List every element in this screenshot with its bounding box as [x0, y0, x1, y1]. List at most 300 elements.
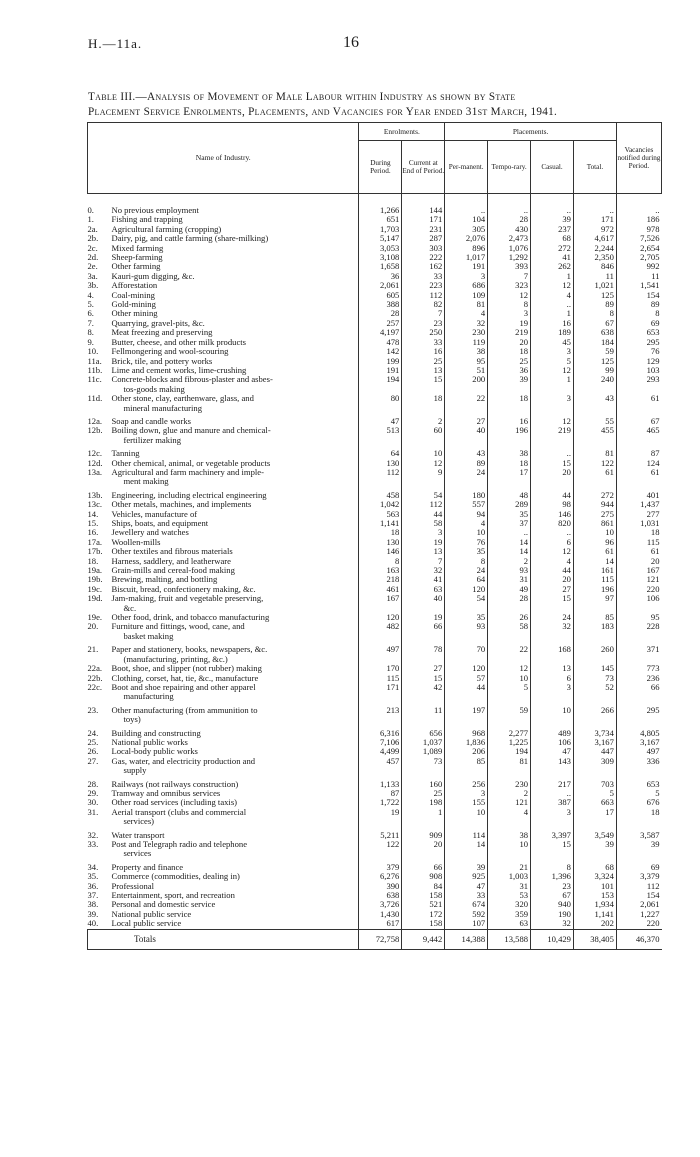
- value-permanent: 14: [445, 840, 488, 859]
- value-during-period: 461: [359, 585, 402, 594]
- value-total: 122: [573, 459, 616, 468]
- value-casual: 219: [531, 426, 574, 445]
- value-total: 125: [573, 291, 616, 300]
- table-row: [88, 253, 662, 262]
- value-during-period: 390: [359, 882, 402, 891]
- value-vacancies: 220: [616, 919, 661, 929]
- value-temporary: 19: [488, 319, 531, 328]
- value-total: 4,617: [573, 234, 616, 243]
- value-vacancies: 3,587: [616, 827, 661, 840]
- value-total: 447: [573, 747, 616, 756]
- industry-code: 36.: [87, 880, 99, 891]
- value-total: 8: [573, 309, 616, 318]
- industry-name: Other mining: [111, 308, 158, 319]
- value-total: 944: [573, 500, 616, 509]
- value-current-end: 7: [402, 309, 445, 318]
- value-total: 171: [573, 215, 616, 224]
- value-current-end: 158: [402, 891, 445, 900]
- value-permanent: 3: [445, 272, 488, 281]
- value-casual: 44: [531, 566, 574, 575]
- industry-name: Building and constructing: [111, 727, 201, 738]
- value-current-end: 27: [402, 664, 445, 673]
- value-permanent: 40: [445, 426, 488, 445]
- industry-name: Paper and stationery, books, newspapers, &c.: [111, 644, 268, 655]
- value-casual: 217: [531, 776, 574, 789]
- industry-name: Other textiles and fibrous materials: [111, 546, 233, 557]
- value-current-end: 10: [402, 445, 445, 458]
- value-total: 3,324: [573, 872, 616, 881]
- value-temporary: 121: [488, 798, 531, 807]
- industry-code: 2e.: [87, 261, 98, 272]
- value-vacancies: 154: [616, 891, 661, 900]
- value-during-period: 1,266: [359, 194, 402, 216]
- value-total: 455: [573, 426, 616, 445]
- value-permanent: 44: [445, 683, 488, 702]
- table-header: [88, 123, 662, 194]
- value-casual: 20: [531, 468, 574, 487]
- value-permanent: 33: [445, 891, 488, 900]
- industry-name-cell: [88, 375, 359, 394]
- column-header-during-period: During Period.: [359, 141, 402, 194]
- value-current-end: 66: [402, 622, 445, 641]
- industry-name: Professional: [111, 880, 154, 891]
- value-temporary: 35: [488, 510, 531, 519]
- value-total: 2,350: [573, 253, 616, 262]
- value-temporary: 10: [488, 674, 531, 683]
- total-permanent: 14,388: [445, 929, 488, 949]
- value-permanent: 119: [445, 338, 488, 347]
- column-group-placements: Placements.: [445, 123, 617, 141]
- value-vacancies: 228: [616, 622, 661, 641]
- value-casual: 12: [531, 547, 574, 556]
- industry-name-continuation: basket making: [123, 630, 174, 641]
- value-casual: 27: [531, 585, 574, 594]
- column-header-casual: Casual.: [531, 141, 574, 194]
- industry-name: Boot and shoe repairing and other apparel: [111, 681, 256, 692]
- value-vacancies: 106: [616, 594, 661, 613]
- industry-name-cell: [88, 641, 359, 664]
- totals-row: [88, 929, 662, 949]
- value-total: 99: [573, 366, 616, 375]
- industry-name: Water transport: [111, 829, 165, 840]
- value-temporary: 28: [488, 594, 531, 613]
- value-vacancies: 61: [616, 547, 661, 556]
- industry-name: Lime and cement works, lime-crushing: [111, 364, 247, 375]
- value-vacancies: 115: [616, 538, 661, 547]
- value-casual: 190: [531, 910, 574, 919]
- value-vacancies: 121: [616, 575, 661, 584]
- column-group-enrolments: Enrolments.: [359, 123, 445, 141]
- table-row: [88, 244, 662, 253]
- table-row: [88, 683, 662, 702]
- industry-name: Tanning: [111, 448, 140, 459]
- industry-name: National public works: [111, 736, 188, 747]
- value-vacancies: 295: [616, 338, 661, 347]
- value-current-end: 1,089: [402, 747, 445, 756]
- industry-code: 0.: [87, 205, 94, 215]
- value-during-period: 482: [359, 622, 402, 641]
- value-casual: 12: [531, 366, 574, 375]
- column-header-current-end: Current at End of Period.: [402, 141, 445, 194]
- industry-name-cell: [88, 859, 359, 872]
- industry-name-cell: [88, 757, 359, 776]
- value-during-period: 478: [359, 338, 402, 347]
- value-total: 11: [573, 272, 616, 281]
- value-temporary: 2: [488, 789, 531, 798]
- value-total: 85: [573, 613, 616, 622]
- value-during-period: 257: [359, 319, 402, 328]
- value-during-period: 5,211: [359, 827, 402, 840]
- value-casual: 10: [531, 702, 574, 725]
- value-casual: 168: [531, 641, 574, 664]
- industry-code: 11c.: [87, 374, 102, 385]
- value-vacancies: 978: [616, 225, 661, 234]
- value-casual: 489: [531, 725, 574, 738]
- value-temporary: 58: [488, 622, 531, 641]
- totals-label: Totals: [88, 929, 359, 949]
- industry-code: 13c.: [87, 499, 103, 510]
- table-row: [88, 300, 662, 309]
- value-temporary: 12: [488, 291, 531, 300]
- industry-name-cell: [88, 445, 359, 458]
- industry-name-cell: [88, 808, 359, 827]
- value-casual: 3,397: [531, 827, 574, 840]
- value-during-period: 142: [359, 347, 402, 356]
- value-current-end: 15: [402, 375, 445, 394]
- value-vacancies: 8: [616, 309, 661, 318]
- value-casual: 32: [531, 622, 574, 641]
- value-vacancies: 39: [616, 840, 661, 859]
- value-current-end: 42: [402, 683, 445, 702]
- value-permanent: 674: [445, 900, 488, 909]
- industry-name: Property and finance: [111, 861, 184, 872]
- value-temporary: 230: [488, 776, 531, 789]
- value-temporary: 219: [488, 328, 531, 337]
- industry-code: 12c.: [87, 448, 103, 459]
- table-row: [88, 445, 662, 458]
- value-during-period: 36: [359, 272, 402, 281]
- table-row: [88, 808, 662, 827]
- value-total: 184: [573, 338, 616, 347]
- value-current-end: 15: [402, 674, 445, 683]
- value-vacancies: 87: [616, 445, 661, 458]
- value-vacancies: 129: [616, 357, 661, 366]
- industry-name: Ships, boats, and equipment: [111, 518, 209, 528]
- industry-name: Local public service: [111, 918, 182, 929]
- value-current-end: 13: [402, 366, 445, 375]
- value-permanent: 89: [445, 459, 488, 468]
- value-total: 183: [573, 622, 616, 641]
- value-total: 97: [573, 594, 616, 613]
- value-vacancies: 653: [616, 328, 661, 337]
- value-current-end: 41: [402, 575, 445, 584]
- industry-code: 37.: [87, 890, 99, 901]
- value-current-end: 40: [402, 594, 445, 613]
- value-permanent: 120: [445, 585, 488, 594]
- value-current-end: 909: [402, 827, 445, 840]
- value-during-period: 3,108: [359, 253, 402, 262]
- value-total: 61: [573, 547, 616, 556]
- industry-name: Brewing, malting, and bottling: [111, 574, 218, 585]
- industry-code: 13b.: [87, 489, 103, 500]
- value-during-period: 1,141: [359, 519, 402, 528]
- value-casual: 20: [531, 575, 574, 584]
- industry-name: Other stone, clay, earthenware, glass, and: [111, 393, 254, 404]
- value-vacancies: 277: [616, 510, 661, 519]
- value-total: 703: [573, 776, 616, 789]
- value-during-period: 3,726: [359, 900, 402, 909]
- industry-name: Fishing and trapping: [111, 214, 183, 225]
- value-permanent: 95: [445, 357, 488, 366]
- value-total: 275: [573, 510, 616, 519]
- value-permanent: 104: [445, 215, 488, 224]
- value-casual: 13: [531, 664, 574, 673]
- industry-code: 30.: [87, 797, 99, 808]
- value-permanent: 27: [445, 413, 488, 426]
- value-permanent: 39: [445, 859, 488, 872]
- industry-name: Meat freezing and preserving: [111, 327, 213, 338]
- value-current-end: 19: [402, 613, 445, 622]
- value-during-period: 64: [359, 445, 402, 458]
- value-during-period: 28: [359, 309, 402, 318]
- value-vacancies: 465: [616, 426, 661, 445]
- value-current-end: 222: [402, 253, 445, 262]
- value-temporary: 10: [488, 840, 531, 859]
- value-temporary: 393: [488, 262, 531, 271]
- value-permanent: 114: [445, 827, 488, 840]
- value-current-end: 3: [402, 528, 445, 537]
- value-temporary: 1,003: [488, 872, 531, 881]
- value-during-period: 457: [359, 757, 402, 776]
- value-permanent: 8: [445, 557, 488, 566]
- value-total: 1,934: [573, 900, 616, 909]
- industry-code: 29.: [87, 787, 99, 798]
- industry-code: 40.: [87, 918, 99, 929]
- industry-name-continuation: (manufacturing, printing, &c.): [123, 653, 228, 664]
- value-current-end: 19: [402, 538, 445, 547]
- industry-name: Engineering, including electrical engineering: [111, 489, 267, 500]
- value-temporary: 1,292: [488, 253, 531, 262]
- industry-code: 27.: [87, 755, 99, 766]
- value-during-period: 19: [359, 808, 402, 827]
- value-casual: 820: [531, 519, 574, 528]
- industry-movement-table: [87, 122, 662, 950]
- value-current-end: 32: [402, 566, 445, 575]
- value-current-end: 162: [402, 262, 445, 271]
- industry-name: Post and Telegraph radio and telephone: [111, 839, 248, 849]
- industry-name: Other manufacturing (from ammunition to: [111, 704, 258, 715]
- value-temporary: 21: [488, 859, 531, 872]
- value-permanent: 925: [445, 872, 488, 881]
- industry-name: No previous employment: [111, 205, 199, 215]
- industry-name-cell: [88, 702, 359, 725]
- industry-name: Tramway and omnibus services: [111, 787, 221, 798]
- industry-name-cell: [88, 683, 359, 702]
- value-permanent: 51: [445, 366, 488, 375]
- value-permanent: 32: [445, 319, 488, 328]
- value-casual: 32: [531, 919, 574, 929]
- value-temporary: 12: [488, 664, 531, 673]
- value-during-period: 563: [359, 510, 402, 519]
- value-vacancies: 61: [616, 394, 661, 413]
- value-temporary: 49: [488, 585, 531, 594]
- value-vacancies: 186: [616, 215, 661, 224]
- value-during-period: 1,133: [359, 776, 402, 789]
- total-current-end: 9,442: [402, 929, 445, 949]
- industry-name: Clothing, corset, hat, tie, &c., manufacture: [111, 672, 259, 683]
- value-during-period: 5,147: [359, 234, 402, 243]
- industry-name-cell: [88, 194, 359, 216]
- value-total: 272: [573, 487, 616, 500]
- industry-code: 9.: [87, 336, 94, 347]
- value-during-period: 18: [359, 528, 402, 537]
- value-casual: 39: [531, 215, 574, 224]
- value-total: 153: [573, 891, 616, 900]
- industry-code: 4.: [87, 289, 94, 300]
- industry-name-cell: [88, 725, 359, 738]
- value-temporary: 3: [488, 309, 531, 318]
- industry-name-cell: [88, 840, 359, 859]
- value-casual: 12: [531, 281, 574, 290]
- value-vacancies: 167: [616, 566, 661, 575]
- industry-name: Butter, cheese, and other milk products: [111, 336, 246, 347]
- industry-name: Biscuit, bread, confectionery making, &c.: [111, 583, 256, 594]
- table-row: [88, 827, 662, 840]
- industry-name: Jam-making, fruit and vegetable preserving,: [111, 593, 264, 604]
- industry-name: Other food, drink, and tobacco manufacturing: [111, 612, 270, 623]
- value-permanent: 57: [445, 674, 488, 683]
- industry-code: 39.: [87, 908, 99, 919]
- industry-code: 25.: [87, 736, 99, 747]
- table-row: [88, 426, 662, 445]
- table-row: [88, 702, 662, 725]
- value-temporary: 2,473: [488, 234, 531, 243]
- value-permanent: 180: [445, 487, 488, 500]
- value-casual: 3: [531, 347, 574, 356]
- value-total: 196: [573, 585, 616, 594]
- value-total: 240: [573, 375, 616, 394]
- value-permanent: ..: [445, 194, 488, 216]
- value-during-period: 167: [359, 594, 402, 613]
- industry-name: Sheep-farming: [111, 252, 163, 263]
- industry-code: 1.: [87, 214, 94, 225]
- value-current-end: 25: [402, 357, 445, 366]
- value-casual: ..: [531, 194, 574, 216]
- industry-code: 2a.: [87, 223, 98, 234]
- value-during-period: 47: [359, 413, 402, 426]
- value-casual: 262: [531, 262, 574, 271]
- value-current-end: 66: [402, 859, 445, 872]
- industry-name: Local-body public works: [111, 746, 198, 757]
- value-vacancies: 1,437: [616, 500, 661, 509]
- industry-name-cell: [88, 776, 359, 789]
- value-casual: 16: [531, 319, 574, 328]
- value-permanent: 155: [445, 798, 488, 807]
- industry-code: 23.: [87, 704, 99, 715]
- value-temporary: 81: [488, 757, 531, 776]
- value-total: 17: [573, 808, 616, 827]
- value-casual: 4: [531, 557, 574, 566]
- industry-name-continuation: tos-goods making: [123, 383, 185, 394]
- industry-name: Dairy, pig, and cattle farming (share-milking): [111, 233, 269, 244]
- industry-code: 2b.: [87, 233, 99, 244]
- value-temporary: 31: [488, 882, 531, 891]
- value-vacancies: 95: [616, 613, 661, 622]
- value-permanent: 592: [445, 910, 488, 919]
- industry-name: Commerce (commodities, dealing in): [111, 871, 240, 882]
- value-during-period: 112: [359, 468, 402, 487]
- value-permanent: 557: [445, 500, 488, 509]
- value-temporary: 323: [488, 281, 531, 290]
- value-vacancies: 4,805: [616, 725, 661, 738]
- value-temporary: 53: [488, 891, 531, 900]
- value-permanent: 81: [445, 300, 488, 309]
- value-current-end: 78: [402, 641, 445, 664]
- value-vacancies: 20: [616, 557, 661, 566]
- value-permanent: 120: [445, 664, 488, 673]
- value-vacancies: 3,379: [616, 872, 661, 881]
- value-permanent: 230: [445, 328, 488, 337]
- industry-code: 31.: [87, 806, 99, 817]
- value-temporary: 37: [488, 519, 531, 528]
- industry-code: 19c.: [87, 583, 103, 594]
- value-temporary: 8: [488, 300, 531, 309]
- value-vacancies: 676: [616, 798, 661, 807]
- value-casual: ..: [531, 300, 574, 309]
- value-temporary: 59: [488, 702, 531, 725]
- value-casual: 68: [531, 234, 574, 243]
- value-permanent: 10: [445, 528, 488, 537]
- industry-name: Jewellery and watches: [111, 527, 189, 538]
- value-vacancies: 69: [616, 319, 661, 328]
- industry-name: Gold-mining: [111, 299, 156, 310]
- value-permanent: 4: [445, 519, 488, 528]
- value-during-period: 6,316: [359, 725, 402, 738]
- value-permanent: 3: [445, 789, 488, 798]
- value-casual: ..: [531, 789, 574, 798]
- industry-name-continuation: services: [123, 848, 152, 859]
- value-during-period: 115: [359, 674, 402, 683]
- industry-name: Grain-mills and cereal-food making: [111, 565, 235, 576]
- industry-code: 12a.: [87, 415, 103, 426]
- industry-name: Quarrying, gravel-pits, &c.: [111, 317, 205, 328]
- industry-name-cell: [88, 919, 359, 929]
- industry-code: 21.: [87, 644, 99, 655]
- industry-name-continuation: supply: [123, 765, 147, 776]
- value-current-end: 1,037: [402, 738, 445, 747]
- value-casual: 940: [531, 900, 574, 909]
- value-permanent: 107: [445, 919, 488, 929]
- industry-name-continuation: ment making: [123, 476, 169, 487]
- value-vacancies: 18: [616, 528, 661, 537]
- value-current-end: 18: [402, 394, 445, 413]
- industry-name-cell: [88, 468, 359, 487]
- value-during-period: 213: [359, 702, 402, 725]
- industry-name-cell: [88, 622, 359, 641]
- industry-name: Coal-mining: [111, 289, 155, 300]
- value-temporary: 20: [488, 338, 531, 347]
- column-header-temporary: Tempo-rary.: [488, 141, 531, 194]
- value-during-period: 497: [359, 641, 402, 664]
- table-row: [88, 281, 662, 290]
- value-current-end: 25: [402, 789, 445, 798]
- industry-code: 12d.: [87, 457, 103, 468]
- value-permanent: 1,017: [445, 253, 488, 262]
- industry-code: 3b.: [87, 280, 99, 291]
- value-permanent: 197: [445, 702, 488, 725]
- value-casual: 8: [531, 859, 574, 872]
- value-during-period: 218: [359, 575, 402, 584]
